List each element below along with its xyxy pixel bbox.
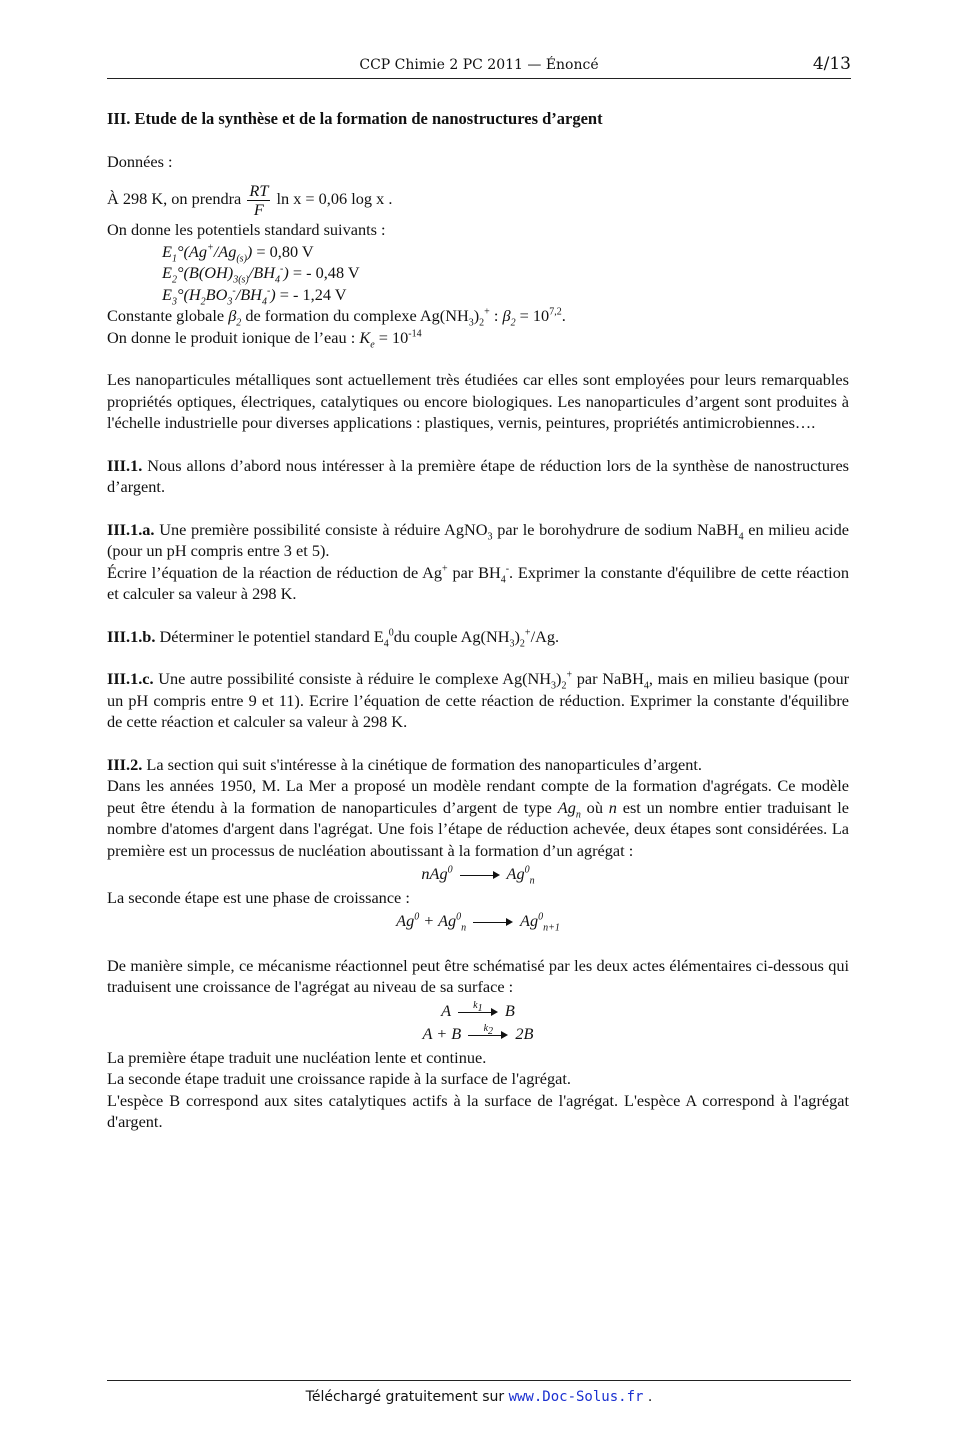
rt-over-f-fraction: $\frac{RT}{F}$: [249, 181, 269, 219]
elementary-step-2: A + B $k_2$ 2B: [422, 1023, 534, 1043]
potential-e1: $E_1^\circ(Ag^+/Ag_{(s)}) = 0,80$ V: [162, 241, 314, 264]
step-2-note: La seconde étape traduit une croissance rapide à la surface de l'agrégat.: [107, 1069, 571, 1088]
footer-text: Téléchargé gratuitement sur: [305, 1389, 505, 1405]
mechanism-paragraph: De manière simple, ce mécanisme réactionnel peut être schématisé par les deux actes élémentaires ci-dessous qui traduisent une croissance de l'agrégat au niveau de sa surface :: [107, 955, 849, 996]
potential-e3: $E_3^\circ(H_2BO_3^-/BH_4^-)$ = - 1,24 V: [162, 284, 347, 307]
beta-constant: Constante globale $\beta_2$ de formation du complexe $Ag(NH_3)_2^+$ : $\beta_2 = 10^{7,2}$.: [107, 306, 566, 329]
data-label: Données :: [107, 151, 173, 171]
growth-equation: $Ag^0 + Ag^0_n$ $Ag^0_{n+1}$: [396, 911, 560, 934]
question-iii-2: III.2. La section qui suit s'intéresse à la cinétique de formation des nanoparticules d’argent.: [107, 754, 702, 774]
question-iii-1-a: III.1.a. Une première possibilité consiste à réduire AgNO$_3$ par le borohydrure de sodium NaBH$_4$ en milieu acide (pour un pH compris entre 3 et 5).: [107, 519, 849, 560]
page-content: [107, 108, 849, 1133]
question-iii-1-a-task: Écrire l’équation de la réaction de réduction de Ag+ par $BH_4^-$. Exprimer la constante d'équilibre de cette réaction et calculer sa valeur à 298 K.: [107, 562, 849, 603]
page-number: 4/13: [812, 54, 851, 74]
potentials-intro: On donne les potentiels standard suivants :: [107, 220, 386, 239]
footer-end: .: [647, 1389, 653, 1405]
species-note: L'espèce B correspond aux sites catalytiques actifs à la surface de l'agrégat. L'espèce A correspond à l'agrégat d'argent.: [107, 1090, 849, 1131]
footer-link[interactable]: www.Doc-Solus.fr: [508, 1389, 644, 1405]
step-1-note: La première étape traduit une nucléation lente et continue.: [107, 1047, 487, 1067]
growth-intro: La seconde étape est une phase de croissance :: [107, 887, 410, 907]
ke-constant: On donne le produit ionique de l’eau : $K_e = 10^{-14}$: [107, 327, 422, 350]
potential-e2: $E_2^\circ(B(OH)_{3(s)}/BH_4^-)$ = - 0,48 V: [162, 263, 360, 286]
question-iii-1: III.1. Nous allons d’abord nous intéresser à la première étape de réduction lors de la synthèse de nanostructures d’argent.: [107, 455, 850, 496]
intro-paragraph: Les nanoparticules métalliques sont actuellement très étudiées car elles sont employées pour leurs remarquables propriétés optiques, électriques, catalytiques ou encore biologiques. Les nanoparticules d’argent sont produites à l'échelle industrielle pour diverses applications : plastiques, vernis, peintures, propriétés antimicrobiennes….: [107, 370, 849, 432]
section-title: III. Etude de la synthèse et de la formation de nanostructures d’argent: [107, 109, 603, 128]
page-footer: [107, 1380, 851, 1405]
approx-line: À 298 K, on prendra $\frac{RT}{F}$ ln x = 0,06 log x .: [107, 181, 393, 219]
elementary-step-1: A $k_1$ B: [441, 999, 515, 1020]
header-title: CCP Chimie 2 PC 2011 — Énoncé: [359, 57, 599, 73]
question-iii-1-b: III.1.b. Déterminer le potentiel standard $E_4^0du$ couple $Ag(NH_3)_2^+/Ag$.: [107, 626, 560, 649]
question-iii-1-c: III.1.c. Une autre possibilité consiste à réduire le complexe $Ag(NH_3)_2^+$ par NaBH$_4$, mais en milieu basique (pour un pH compris entre 9 et 11). Ecrire l’équation de cette réaction de réduction. Exprimer la constante d'équilibre de cette réaction et calculer sa valeur à 298 K.: [107, 669, 850, 731]
lamer-model-paragraph: Dans les années 1950, M. La Mer a proposé un modèle rendant compte de la formation d'agrégats. Ce modèle peut être étendu à la formation de nanoparticules d’argent de type $Ag_n$ où n est un nombre entier traduisant le nombre d'atomes d'argent dans l'agrégat. Une fois l’étape de réduction achevée, deux étapes sont considérées. La première est un processus de nucléation aboutissant à la formation d’un agrégat :: [107, 776, 849, 860]
nucleation-equation: nAg$^0$ $Ag^0_n$: [421, 864, 535, 887]
page-header: [107, 52, 851, 79]
